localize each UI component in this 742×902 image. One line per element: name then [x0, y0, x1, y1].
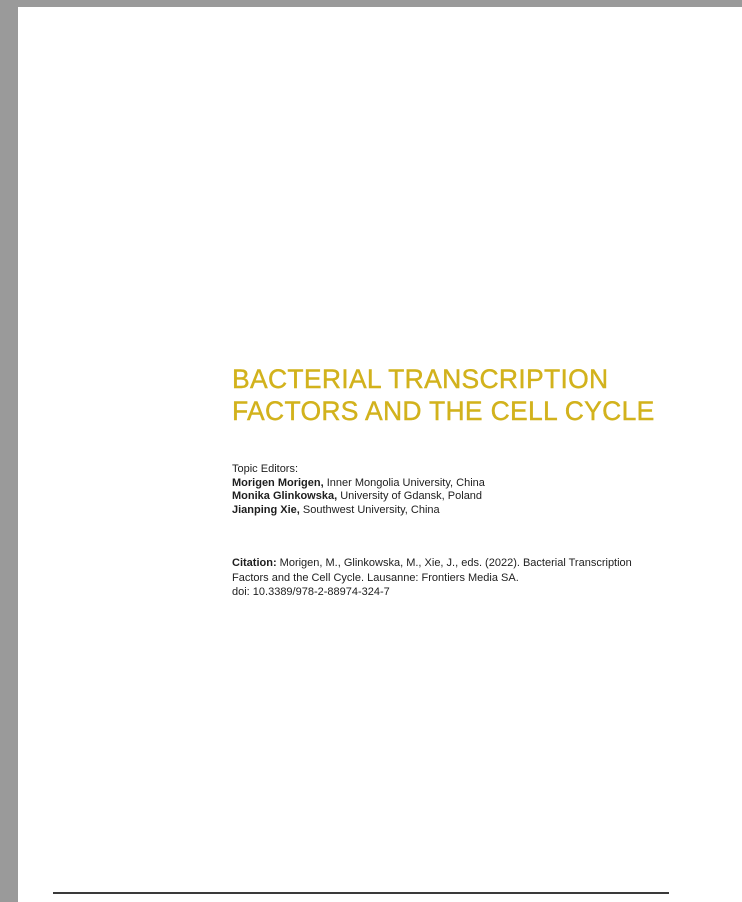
- citation-line-1: [232, 556, 702, 571]
- editor-affiliation: University of Gdansk, Poland: [337, 490, 483, 502]
- citation-label: Citation:: [232, 557, 277, 569]
- editor-name: Jianping Xie,: [232, 503, 300, 516]
- citation-text-1: Morigen, M., Glinkowska, M., Xie, J., eds. (2022). Bacterial Transcription: [276, 557, 632, 569]
- topic-editors: [232, 463, 485, 517]
- editor-affiliation: Southwest University, China: [299, 503, 440, 516]
- editor-affiliation: Inner Mongolia University, China: [323, 476, 485, 489]
- editor-name: Morigen Morigen,: [232, 476, 324, 489]
- editor-entry: [232, 504, 485, 518]
- editor-entry: [232, 490, 485, 504]
- editors-heading: Topic Editors:: [232, 463, 299, 475]
- editor-entry: [232, 477, 485, 491]
- citation-line-2: Factors and the Cell Cycle. Lausanne: Frontiers Media SA.: [232, 571, 519, 584]
- book-title: [232, 363, 655, 427]
- page-divider: [53, 892, 669, 894]
- citation-doi: doi: 10.3389/978-2-88974-324-7: [232, 586, 390, 598]
- document-page: [18, 7, 742, 902]
- title-line-2: FACTORS AND THE CELL CYCLE: [232, 396, 655, 426]
- citation-block: [232, 556, 702, 600]
- title-line-1: BACTERIAL TRANSCRIPTION: [232, 364, 609, 394]
- editor-name: Monika Glinkowska,: [232, 490, 338, 502]
